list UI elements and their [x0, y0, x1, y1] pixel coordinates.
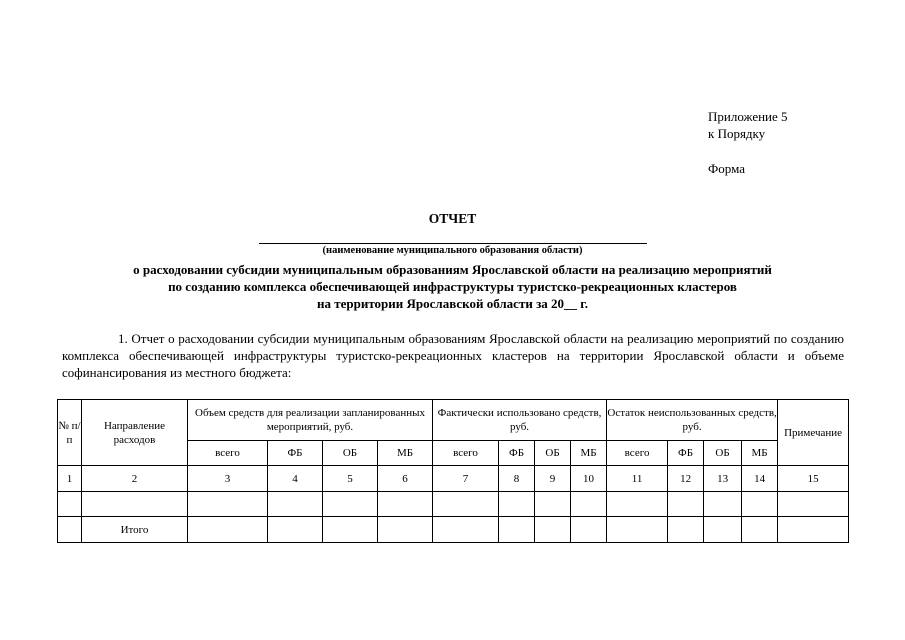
report-paragraph: 1. Отчет о расходовании субсидии муниципальным образованиям Ярославской области на реализацию мероприятий по созданию комплекса обеспечивающей инфраструктуры туристско-рекреационных кластеров на территории Ярославской области и объеме софинансирования из местного бюджета: — [62, 331, 844, 380]
table-cell — [535, 517, 571, 543]
subheader-cell: МБ — [742, 441, 778, 466]
table-cell — [668, 492, 704, 517]
column-number: 13 — [704, 466, 742, 492]
column-number: 7 — [433, 466, 499, 492]
column-numbers-row — [58, 466, 849, 492]
column-number: 14 — [742, 466, 778, 492]
form-label: Форма — [708, 161, 745, 176]
header-planned: Объем средств для реализации запланированных мероприятий, руб. — [188, 400, 433, 441]
column-number: 5 — [323, 466, 378, 492]
subheader-cell: ФБ — [268, 441, 323, 466]
total-row — [58, 517, 849, 543]
column-number: 10 — [571, 466, 607, 492]
appendix-block — [708, 108, 788, 177]
table-cell — [323, 517, 378, 543]
header-num: № п/п — [58, 400, 82, 466]
report-heading — [0, 261, 905, 312]
table-cell — [571, 492, 607, 517]
table-cell — [778, 517, 849, 543]
subheader-cell: всего — [607, 441, 668, 466]
header-used: Фактически использовано средств, руб. — [433, 400, 607, 441]
subheader-cell: всего — [188, 441, 268, 466]
table-header-row — [58, 400, 849, 441]
table-cell — [607, 492, 668, 517]
subheader-cell: ОБ — [704, 441, 742, 466]
column-number: 4 — [268, 466, 323, 492]
subheader-cell: МБ — [571, 441, 607, 466]
subheader-cell: ОБ — [535, 441, 571, 466]
table-cell — [668, 517, 704, 543]
empty-data-row — [58, 492, 849, 517]
table-cell — [499, 517, 535, 543]
municipality-name-line — [259, 243, 647, 244]
table-cell — [535, 492, 571, 517]
table-cell — [378, 517, 433, 543]
heading-line-2: по созданию комплекса обеспечивающей инфраструктуры туристско-рекреационных кластеров — [168, 279, 737, 294]
subheader-cell: МБ — [378, 441, 433, 466]
table-cell — [742, 492, 778, 517]
total-label: Итого — [82, 517, 188, 543]
table-cell — [778, 492, 849, 517]
appendix-number: Приложение 5 — [708, 109, 788, 124]
subheader-cell: всего — [433, 441, 499, 466]
report-table — [57, 399, 849, 543]
table-cell — [704, 492, 742, 517]
table-cell — [571, 517, 607, 543]
table-cell — [58, 492, 82, 517]
header-note: Примечание — [778, 400, 849, 466]
report-title: ОТЧЕТ — [428, 211, 477, 226]
column-number: 1 — [58, 466, 82, 492]
table-cell — [188, 492, 268, 517]
column-number: 15 — [778, 466, 849, 492]
table-cell — [82, 492, 188, 517]
table-cell — [378, 492, 433, 517]
column-number: 3 — [188, 466, 268, 492]
column-number: 8 — [499, 466, 535, 492]
column-number: 2 — [82, 466, 188, 492]
table-cell — [499, 492, 535, 517]
table-cell — [323, 492, 378, 517]
table-cell — [433, 517, 499, 543]
municipality-caption: (наименование муниципального образования области) — [322, 245, 583, 256]
subheader-cell: ФБ — [668, 441, 704, 466]
table-cell — [188, 517, 268, 543]
table-cell — [607, 517, 668, 543]
column-number: 6 — [378, 466, 433, 492]
table-cell — [268, 492, 323, 517]
table-cell — [742, 517, 778, 543]
header-direction: Направление расходов — [82, 400, 188, 466]
table-cell — [58, 517, 82, 543]
appendix-reference: к Порядку — [708, 126, 766, 141]
header-remaining: Остаток неиспользованных средств, руб. — [607, 400, 778, 441]
column-number: 12 — [668, 466, 704, 492]
heading-line-3: на территории Ярославской области за 20__ г. — [317, 296, 588, 311]
subheader-cell: ОБ — [323, 441, 378, 466]
table-cell — [268, 517, 323, 543]
table-cell — [433, 492, 499, 517]
table-cell — [704, 517, 742, 543]
column-number: 11 — [607, 466, 668, 492]
subheader-cell: ФБ — [499, 441, 535, 466]
heading-line-1: о расходовании субсидии муниципальным образованиям Ярославской области на реализацию мероприятий — [133, 262, 772, 277]
column-number: 9 — [535, 466, 571, 492]
